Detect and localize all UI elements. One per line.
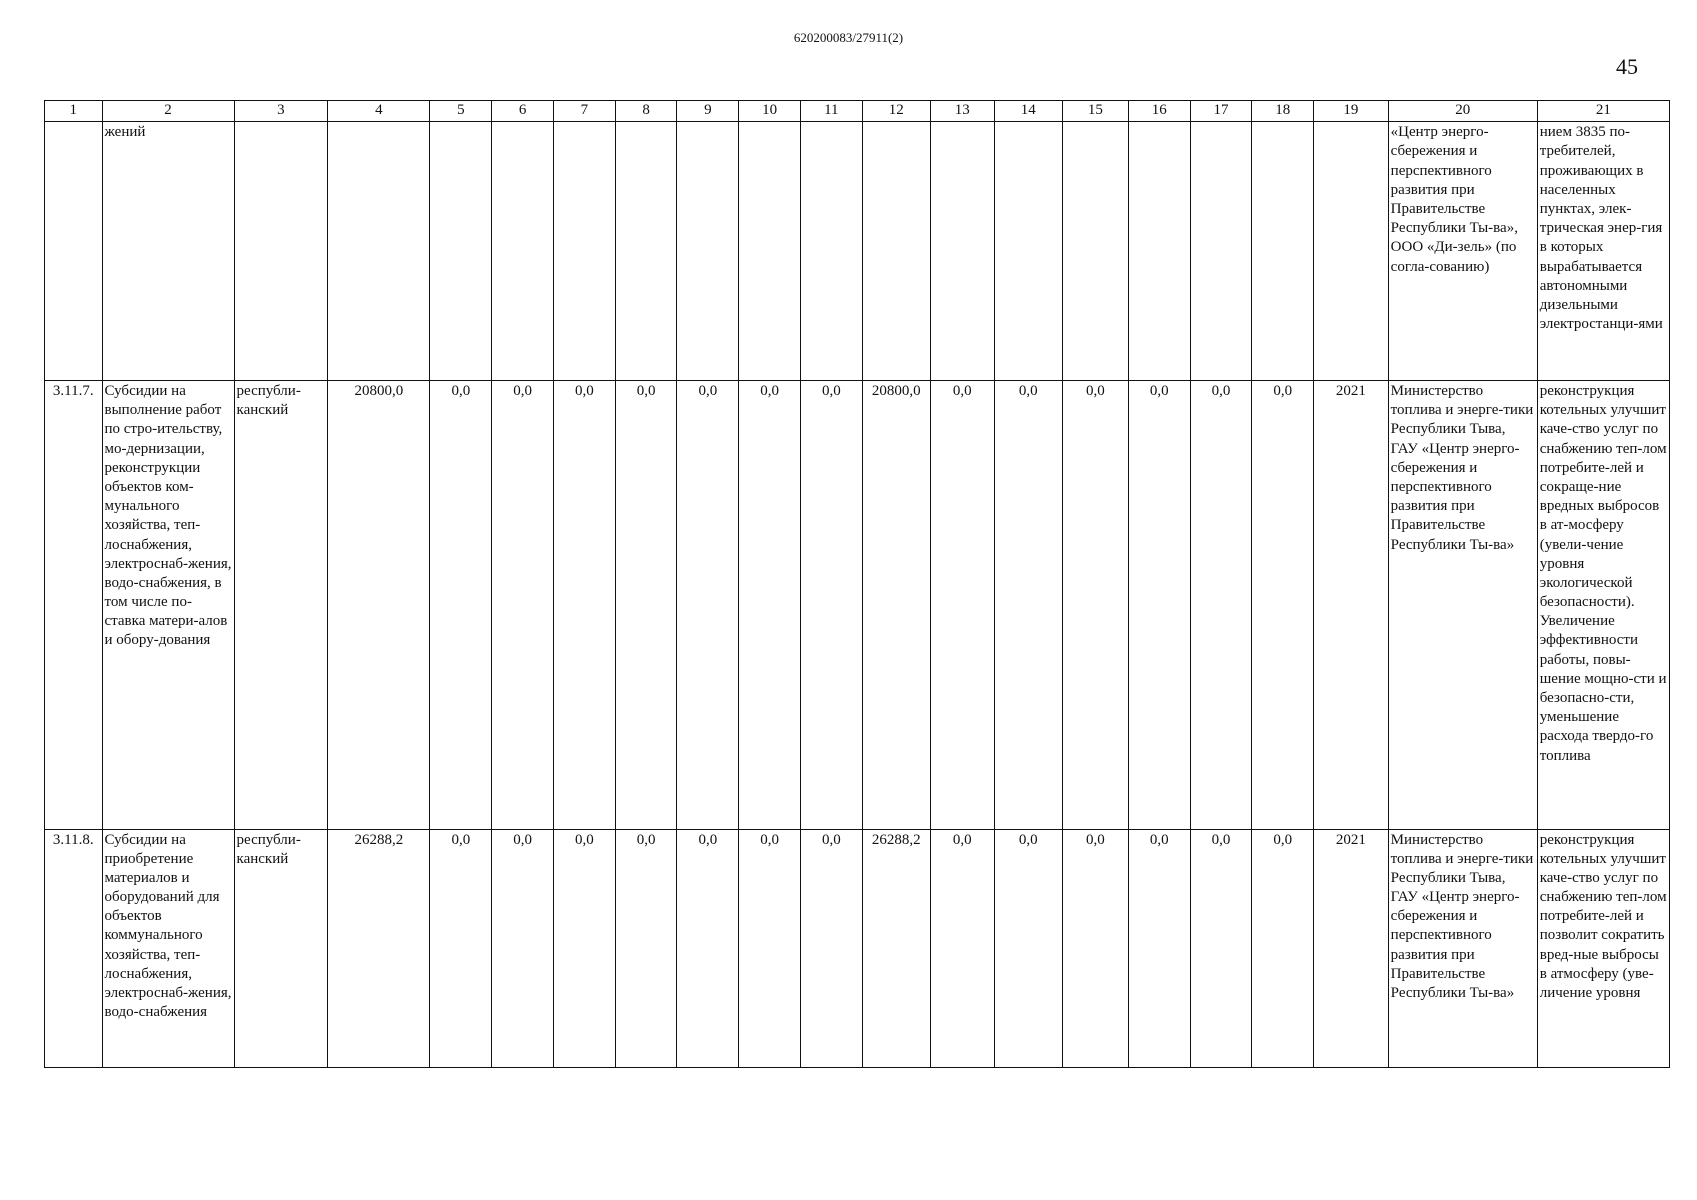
- result-cell: нием 3835 по-требителей, проживающих в населенных пунктах, элек-трическая энер-гия в которых вырабатывается автономными дизельными электростанци-ями: [1537, 122, 1669, 381]
- item-name: Субсидии на выполнение работ по стро-ительству, мо-дернизации, реконструкции объектов ком-мунального хозяйства, теп-лоснабжения, электроснаб-жения, водо-снабжения, в том числе по-ставка матери-алов и обору-дования: [102, 381, 234, 829]
- amount-cell: [862, 122, 930, 381]
- result-cell: реконструкция котельных улучшит каче-ство услуг по снабжению теп-лом потребите-лей и позволит сократить вред-ные выбросы в атмосферу (уве-личение уровня: [1537, 829, 1669, 1067]
- amount-cell: [328, 122, 430, 381]
- page-number: 45: [1616, 54, 1638, 79]
- amount-cell: 26288,2: [862, 829, 930, 1067]
- column-header: 19: [1314, 101, 1389, 122]
- column-header: 3: [234, 101, 328, 122]
- year-cell: [1314, 122, 1389, 381]
- executor-cell: «Центр энерго-сбережения и перспективного развития при Правительстве Республики Ты-ва», ООО «Ди-зель» (по согла-сованию): [1388, 122, 1537, 381]
- amount-cell: [739, 122, 801, 381]
- amount-cell: 0,0: [492, 381, 554, 829]
- item-number: [45, 122, 103, 381]
- amount-cell: 0,0: [994, 381, 1062, 829]
- amount-cell: [1062, 122, 1128, 381]
- amount-cell: 20800,0: [328, 381, 430, 829]
- amount-cell: 0,0: [930, 381, 994, 829]
- item-number: 3.11.8.: [45, 829, 103, 1067]
- result-cell: реконструкция котельных улучшит каче-ство услуг по снабжению теп-лом потребите-лей и сокраще-ние вредных выбросов в ат-мосферу (увели-чение уровня экологической безопасности). Увеличение эффективности работы, повы-шение мощно-сти и безопасно-сти, уменьшение расхода твердо-го топлива: [1537, 381, 1669, 829]
- amount-cell: [677, 122, 739, 381]
- item-name: жений: [102, 122, 234, 381]
- amount-cell: 0,0: [677, 381, 739, 829]
- amount-cell: 0,0: [677, 829, 739, 1067]
- program-table: [44, 100, 1670, 1068]
- amount-cell: [930, 122, 994, 381]
- amount-cell: 0,0: [553, 381, 615, 829]
- amount-cell: [1128, 122, 1190, 381]
- amount-cell: 0,0: [492, 829, 554, 1067]
- column-header: 8: [615, 101, 677, 122]
- amount-cell: 0,0: [800, 381, 862, 829]
- table-row-continuation: [45, 122, 1670, 381]
- column-header: 13: [930, 101, 994, 122]
- amount-cell: 0,0: [430, 829, 492, 1067]
- amount-cell: 0,0: [553, 829, 615, 1067]
- item-name: Субсидии на приобретение материалов и оборудований для объектов коммунального хозяйства, теп-лоснабжения, электроснаб-жения, водо-снабжения: [102, 829, 234, 1067]
- amount-cell: [994, 122, 1062, 381]
- column-header: 15: [1062, 101, 1128, 122]
- amount-cell: [800, 122, 862, 381]
- column-header: 4: [328, 101, 430, 122]
- amount-cell: 0,0: [800, 829, 862, 1067]
- amount-cell: [553, 122, 615, 381]
- amount-cell: [430, 122, 492, 381]
- amount-cell: 0,0: [615, 829, 677, 1067]
- amount-cell: [615, 122, 677, 381]
- amount-cell: 0,0: [430, 381, 492, 829]
- column-header: 6: [492, 101, 554, 122]
- item-number: 3.11.7.: [45, 381, 103, 829]
- budget-type: республи-канский: [234, 829, 328, 1067]
- column-header: 14: [994, 101, 1062, 122]
- column-number-row: [45, 101, 1670, 122]
- amount-cell: 0,0: [1252, 829, 1314, 1067]
- budget-type: республи-канский: [234, 381, 328, 829]
- amount-cell: 0,0: [1128, 829, 1190, 1067]
- column-header: 18: [1252, 101, 1314, 122]
- column-header: 10: [739, 101, 801, 122]
- column-header: 21: [1537, 101, 1669, 122]
- year-cell: 2021: [1314, 381, 1389, 829]
- column-header: 7: [553, 101, 615, 122]
- amount-cell: 0,0: [930, 829, 994, 1067]
- column-header: 5: [430, 101, 492, 122]
- column-header: 9: [677, 101, 739, 122]
- executor-cell: Министерство топлива и энерге-тики Республики Тыва, ГАУ «Центр энерго-сбережения и перспективного развития при Правительстве Республики Ты-ва»: [1388, 829, 1537, 1067]
- amount-cell: 0,0: [1190, 829, 1252, 1067]
- amount-cell: 0,0: [615, 381, 677, 829]
- amount-cell: 20800,0: [862, 381, 930, 829]
- amount-cell: [1252, 122, 1314, 381]
- column-header: 20: [1388, 101, 1537, 122]
- year-cell: 2021: [1314, 829, 1389, 1067]
- budget-type: [234, 122, 328, 381]
- amount-cell: 0,0: [739, 381, 801, 829]
- column-header: 16: [1128, 101, 1190, 122]
- column-header: 11: [800, 101, 862, 122]
- amount-cell: 0,0: [994, 829, 1062, 1067]
- amount-cell: 0,0: [1190, 381, 1252, 829]
- column-header: 17: [1190, 101, 1252, 122]
- column-header: 1: [45, 101, 103, 122]
- executor-cell: Министерство топлива и энерге-тики Республики Тыва, ГАУ «Центр энерго-сбережения и перспективного развития при Правительстве Республики Ты-ва»: [1388, 381, 1537, 829]
- table-row-3-11-7: [45, 381, 1670, 829]
- table-row-3-11-8: [45, 829, 1670, 1067]
- amount-cell: 0,0: [1128, 381, 1190, 829]
- amount-cell: 0,0: [1252, 381, 1314, 829]
- document-id: 620200083/27911(2): [793, 30, 904, 45]
- amount-cell: [492, 122, 554, 381]
- amount-cell: 0,0: [1062, 829, 1128, 1067]
- amount-cell: 26288,2: [328, 829, 430, 1067]
- column-header: 2: [102, 101, 234, 122]
- amount-cell: 0,0: [1062, 381, 1128, 829]
- column-header: 12: [862, 101, 930, 122]
- amount-cell: 0,0: [739, 829, 801, 1067]
- amount-cell: [1190, 122, 1252, 381]
